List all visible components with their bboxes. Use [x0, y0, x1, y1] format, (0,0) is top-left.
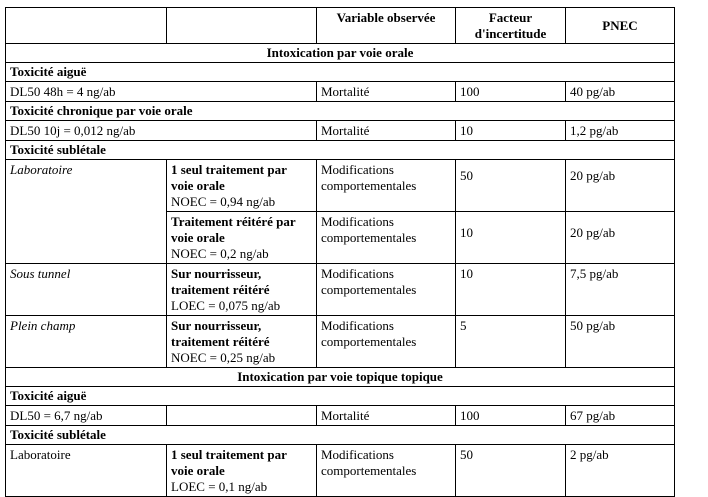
- table-row: [6, 316, 675, 368]
- row-context: Laboratoire: [6, 160, 167, 264]
- row-variable: [317, 160, 456, 212]
- variable-line1: Modifications: [321, 266, 394, 281]
- header-col1: [6, 8, 167, 44]
- variable-line2: comportementales: [321, 178, 417, 193]
- row-pnec: 20 pg/ab: [566, 212, 675, 264]
- row-empty: [167, 406, 317, 426]
- row-variable: Mortalité: [317, 121, 456, 141]
- row-variable: [317, 445, 456, 497]
- row-variable: [317, 264, 456, 316]
- row-factor: 10: [456, 121, 566, 141]
- section-topical: Intoxication par voie topique topique: [6, 368, 675, 387]
- row-pnec: 1,2 pg/ab: [566, 121, 675, 141]
- table-row: [6, 445, 675, 497]
- header-variable: Variable observée: [317, 8, 456, 44]
- header-row: [6, 8, 675, 44]
- table-row: [6, 82, 675, 102]
- row-variable: Mortalité: [317, 406, 456, 426]
- section-oral: Intoxication par voie orale: [6, 44, 675, 63]
- row-pnec: 50 pg/ab: [566, 316, 675, 368]
- variable-line1: Modifications: [321, 162, 394, 177]
- variable-line1: Modifications: [321, 447, 394, 462]
- header-pnec: PNEC: [566, 8, 675, 44]
- group-sublethal-topical: Toxicité sublétale: [6, 426, 675, 445]
- group-acute: Toxicité aiguë: [6, 63, 675, 82]
- row-context: Sous tunnel: [6, 264, 167, 316]
- treatment-threshold: NOEC = 0,94 ng/ab: [171, 194, 276, 209]
- row-factor: 50: [456, 160, 566, 212]
- treatment-line2: voie orale: [171, 230, 225, 245]
- group-row: [6, 387, 675, 406]
- row-treatment: [167, 212, 317, 264]
- row-pnec: 2 pg/ab: [566, 445, 675, 497]
- row-label: DL50 10j = 0,012 ng/ab: [6, 121, 317, 141]
- header-factor: [456, 8, 566, 44]
- row-variable: [317, 212, 456, 264]
- row-variable: Mortalité: [317, 82, 456, 102]
- treatment-line1: 1 seul traitement par: [171, 162, 287, 177]
- row-pnec: 40 pg/ab: [566, 82, 675, 102]
- row-treatment: [167, 160, 317, 212]
- header-col2: [167, 8, 317, 44]
- variable-line1: Modifications: [321, 214, 394, 229]
- pnec-table: [5, 7, 675, 497]
- row-treatment: [167, 264, 317, 316]
- variable-line2: comportementales: [321, 230, 417, 245]
- treatment-line1: Traitement réitéré par: [171, 214, 296, 229]
- row-factor: 5: [456, 316, 566, 368]
- row-factor: 100: [456, 82, 566, 102]
- row-treatment: [167, 445, 317, 497]
- treatment-threshold: LOEC = 0,1 ng/ab: [171, 479, 268, 494]
- treatment-line1: Sur nourrisseur,: [171, 266, 262, 281]
- variable-line2: comportementales: [321, 282, 417, 297]
- group-acute-topical: Toxicité aiguë: [6, 387, 675, 406]
- row-pnec: 7,5 pg/ab: [566, 264, 675, 316]
- header-factor-line2: d'incertitude: [474, 26, 547, 41]
- row-treatment: [167, 316, 317, 368]
- treatment-threshold: NOEC = 0,2 ng/ab: [171, 246, 269, 261]
- group-row: [6, 102, 675, 121]
- row-label: DL50 48h = 4 ng/ab: [6, 82, 317, 102]
- table-row: [6, 160, 675, 212]
- variable-line2: comportementales: [321, 463, 417, 478]
- treatment-line1: 1 seul traitement par: [171, 447, 287, 462]
- variable-line1: Modifications: [321, 318, 394, 333]
- table-row: [6, 264, 675, 316]
- treatment-threshold: LOEC = 0,075 ng/ab: [171, 298, 281, 313]
- treatment-line2: traitement réitéré: [171, 282, 270, 297]
- row-factor: 100: [456, 406, 566, 426]
- row-context: Laboratoire: [6, 445, 167, 497]
- treatment-threshold: NOEC = 0,25 ng/ab: [171, 350, 276, 365]
- treatment-line2: voie orale: [171, 463, 225, 478]
- section-row: [6, 44, 675, 63]
- header-factor-line1: Facteur: [488, 10, 533, 25]
- treatment-line2: voie orale: [171, 178, 225, 193]
- table-row: [6, 406, 675, 426]
- group-row: [6, 63, 675, 82]
- treatment-line1: Sur nourrisseur,: [171, 318, 262, 333]
- row-pnec: 67 pg/ab: [566, 406, 675, 426]
- group-chronic-oral: Toxicité chronique par voie orale: [6, 102, 675, 121]
- group-row: [6, 426, 675, 445]
- group-row: [6, 141, 675, 160]
- row-label: DL50 = 6,7 ng/ab: [6, 406, 167, 426]
- group-sublethal: Toxicité sublétale: [6, 141, 675, 160]
- row-context: Plein champ: [6, 316, 167, 368]
- variable-line2: comportementales: [321, 334, 417, 349]
- table-row: [6, 121, 675, 141]
- row-variable: [317, 316, 456, 368]
- row-pnec: 20 pg/ab: [566, 160, 675, 212]
- section-row: [6, 368, 675, 387]
- row-factor: 10: [456, 212, 566, 264]
- row-factor: 50: [456, 445, 566, 497]
- treatment-line2: traitement réitéré: [171, 334, 270, 349]
- row-factor: 10: [456, 264, 566, 316]
